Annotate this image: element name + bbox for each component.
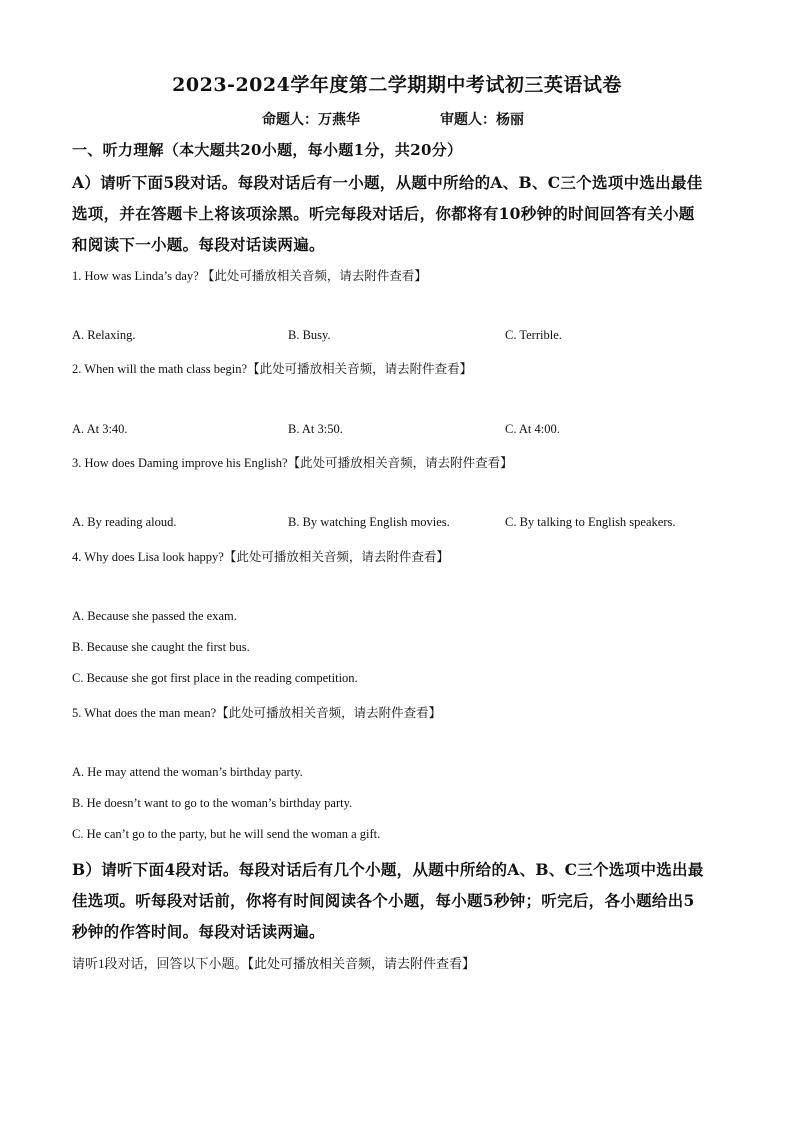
partA-instruction-line-3: 和阅读下一小题。每段对话读两遍。 bbox=[72, 235, 325, 254]
question-5: 5. What does the man mean?【此处可播放相关音频，请去附件查看】 bbox=[72, 706, 442, 720]
section-heading: 一、听力理解（本大题共20小题，每小题1分，共20分） bbox=[72, 141, 463, 159]
q4-option-c: C. Because she got first place in the reading competition. bbox=[72, 671, 358, 685]
partA-instruction-line-1: A）请听下面5段对话。每段对话后有一小题，从题中所给的A、B、C三个选项中选出最佳 bbox=[72, 173, 703, 192]
q4-option-b: B. Because she caught the first bus. bbox=[72, 640, 250, 654]
q3-option-a: A. By reading aloud. bbox=[72, 515, 177, 529]
q2-option-c: C. At 4:00. bbox=[505, 422, 560, 436]
q3-option-b: B. By watching English movies. bbox=[288, 515, 450, 529]
q1-option-c: C. Terrible. bbox=[505, 328, 562, 342]
q5-option-c: C. He can’t go to the party, but he will send the woman a gift. bbox=[72, 827, 381, 841]
question-2: 2. When will the math class begin?【此处可播放相关音频，请去附件查看】 bbox=[72, 362, 473, 376]
partB-instruction-line-2: 佳选项。听每段对话前，你将有时间阅读各个小题，每小题5秒钟；听完后，各小题给出5 bbox=[72, 891, 695, 910]
reviewer-label: 审题人：杨丽 bbox=[440, 112, 524, 128]
q5-option-a: A. He may attend the woman’s birthday party. bbox=[72, 765, 303, 779]
question-4: 4. Why does Lisa look happy?【此处可播放相关音频，请去附件查看】 bbox=[72, 550, 449, 564]
q2-option-b: B. At 3:50. bbox=[288, 422, 343, 436]
setter-label: 命题人：万燕华 bbox=[262, 112, 360, 128]
q3-option-c: C. By talking to English speakers. bbox=[505, 515, 676, 529]
partB-prompt: 请听1段对话，回答以下小题。【此处可播放相关音频，请去附件查看】 bbox=[72, 956, 476, 971]
q5-option-b: B. He doesn’t want to go to the woman’s birthday party. bbox=[72, 796, 353, 810]
q1-option-b: B. Busy. bbox=[288, 328, 331, 342]
exam-title: 2023-2024学年度第二学期期中考试初三英语试卷 bbox=[172, 74, 622, 96]
partB-instruction-line-3: 秒钟的作答时间。每段对话读两遍。 bbox=[72, 922, 325, 941]
partB-instruction-line-1: B）请听下面4段对话。每段对话后有几个小题，从题中所给的A、B、C三个选项中选出最 bbox=[72, 860, 704, 879]
partA-instruction-line-2: 选项，并在答题卡上将该项涂黑。听完每段对话后，你都将有10秒钟的时间回答有关小题 bbox=[72, 204, 695, 223]
q1-option-a: A. Relaxing. bbox=[72, 328, 136, 342]
q4-option-a: A. Because she passed the exam. bbox=[72, 609, 237, 623]
q2-option-a: A. At 3:40. bbox=[72, 422, 128, 436]
question-3: 3. How does Daming improve his English?【此处可播放相关音频，请去附件查看】 bbox=[72, 456, 513, 470]
question-1: 1. How was Linda’s day? 【此处可播放相关音频，请去附件查看】 bbox=[72, 269, 427, 283]
